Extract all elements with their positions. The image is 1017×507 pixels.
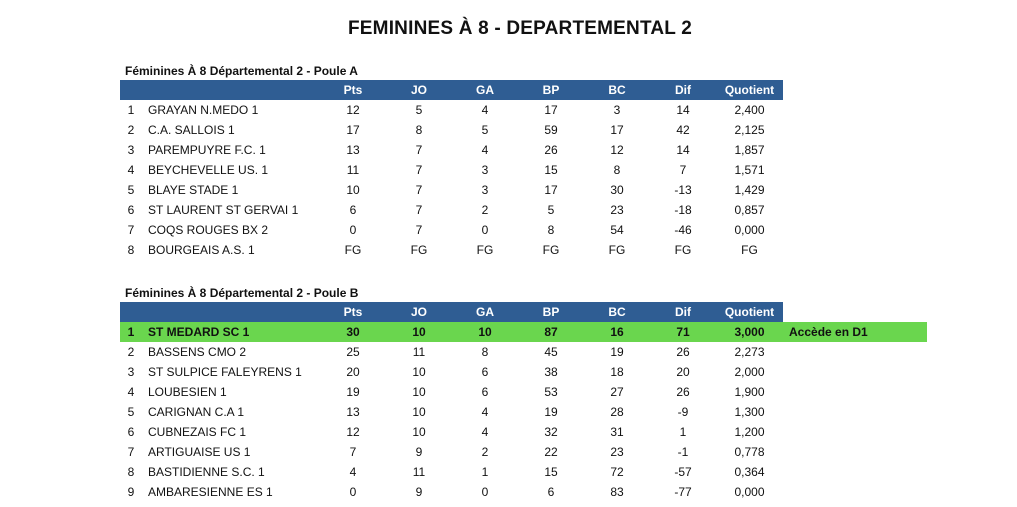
jo-cell: 10: [412, 405, 426, 419]
team-cell: CARIGNAN C.A 1: [148, 405, 245, 419]
bp-cell: 87: [518, 322, 584, 342]
poule-a-table: [120, 80, 783, 260]
header-team: [142, 80, 320, 100]
jo-cell: 10: [412, 385, 426, 399]
ga-cell: 4: [481, 405, 489, 419]
table-row: [120, 342, 927, 362]
team-cell: BASTIDIENNE S.C. 1: [148, 465, 265, 479]
team-cell: CUBNEZAIS FC 1: [148, 425, 247, 439]
pts-cell: 4: [349, 465, 357, 479]
pts-cell: 17: [346, 123, 360, 137]
team-cell: ST LAURENT ST GERVAI 1: [148, 203, 299, 217]
ga-cell: 10: [452, 322, 518, 342]
ga-cell: 2: [481, 203, 489, 217]
bp-cell: 8: [547, 223, 555, 237]
table-row: [120, 442, 927, 462]
rank-cell: 4: [127, 163, 135, 177]
pts-cell: 10: [346, 183, 360, 197]
table-row: [120, 220, 783, 240]
table-row: [120, 120, 783, 140]
ga-cell: 4: [481, 143, 489, 157]
poule-a-body: [120, 100, 783, 260]
ga-cell: 6: [481, 385, 489, 399]
bc-cell: FG: [608, 243, 626, 257]
ga-cell: 3: [481, 163, 489, 177]
status-note: Accède en D1: [783, 322, 927, 342]
poule-a-title: Féminines À 8 Départemental 2 - Poule A: [125, 64, 358, 78]
jo-cell: FG: [410, 243, 428, 257]
dif-cell: 14: [676, 143, 690, 157]
header-pts: Pts: [320, 80, 386, 100]
dif-cell: -13: [674, 183, 692, 197]
pts-cell: 7: [349, 445, 357, 459]
pts-cell: 13: [346, 405, 360, 419]
team-cell: LOUBESIEN 1: [148, 385, 227, 399]
header-rank: [120, 302, 142, 322]
header-bc: BC: [584, 80, 650, 100]
quotient-cell: 1,200: [734, 425, 765, 439]
ga-cell: 4: [481, 103, 489, 117]
dif-cell: 7: [679, 163, 687, 177]
jo-cell: 11: [412, 345, 426, 359]
pts-cell: 6: [349, 203, 357, 217]
table-row: [120, 382, 927, 402]
table-row: [120, 100, 783, 120]
quotient-cell: 1,300: [734, 405, 765, 419]
dif-cell: -1: [677, 445, 689, 459]
pts-cell: 11: [346, 163, 360, 177]
ga-cell: 2: [481, 445, 489, 459]
jo-cell: 7: [415, 223, 423, 237]
bc-cell: 8: [613, 163, 621, 177]
table-row: [120, 462, 927, 482]
team-cell: GRAYAN N.MEDO 1: [148, 103, 259, 117]
table-row: [120, 402, 927, 422]
pts-cell: 13: [346, 143, 360, 157]
poule-b-title: Féminines À 8 Départemental 2 - Poule B: [125, 286, 359, 300]
dif-cell: 26: [676, 345, 690, 359]
header-ga: GA: [452, 302, 518, 322]
bp-cell: FG: [542, 243, 560, 257]
header-rank: [120, 80, 142, 100]
bc-cell: 23: [610, 445, 624, 459]
jo-cell: 7: [415, 203, 423, 217]
team-cell: BLAYE STADE 1: [148, 183, 239, 197]
bc-cell: 19: [610, 345, 624, 359]
bp-cell: 59: [544, 123, 558, 137]
bc-cell: 54: [610, 223, 624, 237]
poule-a-section: [120, 62, 783, 260]
bp-cell: 15: [544, 465, 558, 479]
rank-cell: 8: [127, 243, 135, 257]
page-title: FEMININES À 8 - DEPARTEMENTAL 2: [347, 18, 692, 39]
bc-cell: 28: [610, 405, 624, 419]
bc-cell: 72: [610, 465, 624, 479]
dif-cell: -9: [677, 405, 689, 419]
table-row: [120, 322, 927, 342]
bp-cell: 15: [544, 163, 558, 177]
table-row: [120, 160, 783, 180]
ga-cell: 6: [481, 365, 489, 379]
pts-cell: 0: [349, 485, 357, 499]
jo-cell: 7: [415, 163, 423, 177]
quotient-cell: 1,429: [734, 183, 765, 197]
bp-cell: 32: [544, 425, 558, 439]
header-dif: Dif: [650, 302, 716, 322]
quotient-cell: 1,900: [734, 385, 765, 399]
bp-cell: 26: [544, 143, 558, 157]
quotient-cell: 0,364: [734, 465, 765, 479]
bc-cell: 31: [610, 425, 624, 439]
dif-cell: 14: [676, 103, 690, 117]
rank-cell: 1: [120, 322, 142, 342]
jo-cell: 10: [386, 322, 452, 342]
bp-cell: 45: [544, 345, 558, 359]
team-cell: PAREMPUYRE F.C. 1: [148, 143, 266, 157]
table-row: [120, 200, 783, 220]
quotient-cell: 0,857: [734, 203, 765, 217]
pts-cell: 25: [346, 345, 360, 359]
dif-cell: -57: [674, 465, 692, 479]
header-quotient: Quotient: [716, 302, 783, 322]
rank-cell: 5: [127, 405, 135, 419]
bp-cell: 6: [547, 485, 555, 499]
pts-cell: 12: [346, 425, 360, 439]
ga-cell: 3: [481, 183, 489, 197]
header-jo: JO: [386, 302, 452, 322]
dif-cell: 71: [650, 322, 716, 342]
header-pts: Pts: [320, 302, 386, 322]
quotient-cell: 2,125: [734, 123, 765, 137]
jo-cell: 9: [415, 485, 423, 499]
jo-cell: 7: [415, 143, 423, 157]
quotient-cell: 0,000: [734, 485, 765, 499]
rank-cell: 8: [127, 465, 135, 479]
dif-cell: FG: [674, 243, 692, 257]
table-row: [120, 362, 927, 382]
poule-b-table: [120, 302, 927, 502]
team-cell: AMBARESIENNE ES 1: [148, 485, 273, 499]
quotient-cell: FG: [741, 243, 758, 257]
team-cell: ARTIGUAISE US 1: [148, 445, 251, 459]
team-cell: ST SULPICE FALEYRENS 1: [148, 365, 302, 379]
bp-cell: 5: [547, 203, 555, 217]
dif-cell: 1: [679, 425, 687, 439]
ga-cell: 1: [481, 465, 489, 479]
table-row: [120, 240, 783, 260]
jo-cell: 9: [415, 445, 423, 459]
bp-cell: 17: [544, 183, 558, 197]
bc-cell: 16: [584, 322, 650, 342]
poule-b-body: [120, 322, 927, 502]
pts-cell: 30: [320, 322, 386, 342]
table-header-row: [120, 80, 783, 100]
ga-cell: 4: [481, 425, 489, 439]
bp-cell: 17: [544, 103, 558, 117]
dif-cell: -18: [674, 203, 692, 217]
rank-cell: 7: [127, 445, 135, 459]
dif-cell: 42: [676, 123, 690, 137]
rank-cell: 6: [127, 203, 135, 217]
jo-cell: 5: [415, 103, 423, 117]
jo-cell: 7: [415, 183, 423, 197]
team-cell: ST MEDARD SC 1: [142, 322, 320, 342]
quotient-cell: 2,273: [734, 345, 765, 359]
quotient-cell: 1,857: [734, 143, 765, 157]
jo-cell: 11: [412, 465, 426, 479]
team-cell: COQS ROUGES BX 2: [148, 223, 269, 237]
pts-cell: 0: [349, 223, 357, 237]
bc-cell: 30: [610, 183, 624, 197]
table-header-row: [120, 302, 927, 322]
rank-cell: 5: [127, 183, 135, 197]
table-row: [120, 482, 927, 502]
header-bp: BP: [518, 302, 584, 322]
bp-cell: 19: [544, 405, 558, 419]
pts-cell: 12: [346, 103, 360, 117]
ga-cell: 0: [481, 485, 489, 499]
bc-cell: 18: [610, 365, 624, 379]
header-dif: Dif: [650, 80, 716, 100]
quotient-cell: 0,778: [734, 445, 765, 459]
table-row: [120, 422, 927, 442]
rank-cell: 2: [127, 345, 135, 359]
ga-cell: 0: [481, 223, 489, 237]
rank-cell: 4: [127, 385, 135, 399]
bc-cell: 83: [610, 485, 624, 499]
rank-cell: 7: [127, 223, 135, 237]
header-jo: JO: [386, 80, 452, 100]
team-cell: BOURGEAIS A.S. 1: [148, 243, 255, 257]
quotient-cell: 1,571: [734, 163, 765, 177]
ga-cell: 8: [481, 345, 489, 359]
rank-cell: 9: [127, 485, 135, 499]
bp-cell: 22: [544, 445, 558, 459]
quotient-cell: 2,400: [734, 103, 765, 117]
rank-cell: 3: [127, 365, 135, 379]
pts-cell: 20: [346, 365, 360, 379]
jo-cell: 8: [415, 123, 423, 137]
dif-cell: 26: [676, 385, 690, 399]
header-ga: GA: [452, 80, 518, 100]
jo-cell: 10: [412, 425, 426, 439]
dif-cell: -77: [674, 485, 692, 499]
rank-cell: 6: [127, 425, 135, 439]
ga-cell: 5: [481, 123, 489, 137]
header-bp: BP: [518, 80, 584, 100]
bc-cell: 17: [610, 123, 624, 137]
ga-cell: FG: [476, 243, 494, 257]
bc-cell: 12: [610, 143, 624, 157]
bp-cell: 53: [544, 385, 558, 399]
bc-cell: 27: [610, 385, 624, 399]
rank-cell: 3: [127, 143, 135, 157]
quotient-cell: 0,000: [734, 223, 765, 237]
bc-cell: 23: [610, 203, 624, 217]
team-cell: BEYCHEVELLE US. 1: [148, 163, 269, 177]
quotient-cell: 3,000: [716, 322, 783, 342]
jo-cell: 10: [412, 365, 426, 379]
table-row: [120, 140, 783, 160]
bp-cell: 38: [544, 365, 558, 379]
rank-cell: 2: [127, 123, 135, 137]
rank-cell: 1: [127, 103, 135, 117]
dif-cell: -46: [674, 223, 692, 237]
team-cell: BASSENS CMO 2: [148, 345, 247, 359]
pts-cell: 19: [346, 385, 360, 399]
table-row: [120, 180, 783, 200]
pts-cell: FG: [344, 243, 362, 257]
team-cell: C.A. SALLOIS 1: [148, 123, 235, 137]
header-quotient: Quotient: [716, 80, 783, 100]
header-bc: BC: [584, 302, 650, 322]
header-team: [142, 302, 320, 322]
quotient-cell: 2,000: [734, 365, 765, 379]
poule-b-section: [120, 284, 927, 502]
bc-cell: 3: [613, 103, 621, 117]
dif-cell: 20: [676, 365, 690, 379]
